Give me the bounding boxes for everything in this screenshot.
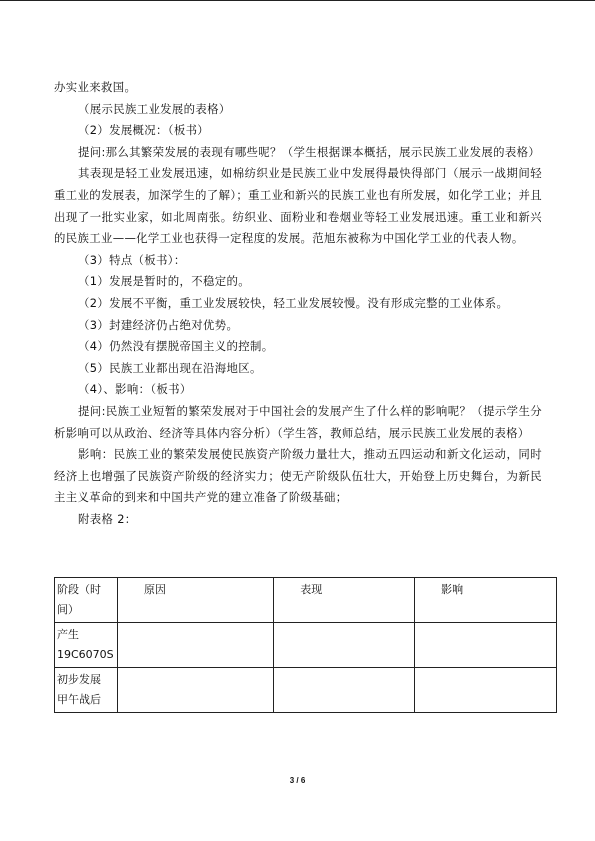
paragraph: （3）特点（板书）： [78,252,186,267]
table-cell [415,623,557,668]
top-border-line [0,0,595,1]
table-cell [274,668,415,713]
paragraph: （5）民族工业都出现在沿海地区。 [78,360,262,375]
attached-table-2 [54,577,557,713]
table-cell [117,623,273,668]
table-header-row [55,578,557,623]
paragraph: 提问:民族工业短暂的繁荣发展对于中国社会的发展产生了什么样的影响呢？（提示学生分析影响可以从政治、经济等具体内容分析）（学生答，教师总结，展示民族工业发展的表格） [54,403,542,440]
paragraph: （展示民族工业发展的表格） [78,101,231,116]
paragraph: （1）发展是暂时的，不稳定的。 [78,274,250,289]
table-cell [274,623,415,668]
paragraph: （2）发展概况：（板书） [78,123,210,138]
paragraph: （4）仍然没有摆脱帝国主义的控制。 [78,339,274,354]
paragraph: （4）、影响：（板书） [78,382,192,397]
header-cell-impact [415,578,557,623]
table-cell: 产生 19C6070S [55,623,118,668]
header-label: 影响 [441,583,464,596]
header-cell-performance [274,578,415,623]
table-cell: 初步发展 甲午战后 [55,668,118,713]
paragraph: 影响：民族工业的繁荣发展使民族资产阶级力量壮大，推动五四运动和新文化运动，同时经济上也增强了民族资产阶级的经济实力；使无产阶级队伍壮大，开始登上历史舞台，为新民主主义革命的到来和中国共产党的建立准备了阶级基础； [54,447,542,505]
table-caption: 附表格 2： [78,511,137,526]
table-row [55,623,557,668]
page-number: 3 / 6 [289,776,306,785]
paragraph: 提问:那么其繁荣发展的表现有哪些呢？（学生根据课本概括，展示民族工业发展的表格） [78,144,541,159]
paragraph: 其表现是轻工业发展迅速，如棉纺织业是民族工业中发展得最快得部门（展示一战期间轻重工业的发展表，加深学生的了解）；重工业和新兴的民族工业也有所发展，如化学工业；并且出现了一批实业家，如北周南张。纺织业、面粉业和卷烟业等轻工业发展迅速。重工业和新兴的民族工业——化学工业也获得一定程度的发展。范旭东被称为中国化学工业的代表人物。 [54,166,542,246]
header-label: 原因 [143,583,166,596]
document-body [54,77,542,530]
paragraph: 办实业来救国。 [54,80,137,94]
header-label: 表现 [300,583,323,596]
paragraph: （2）发展不平衡，重工业发展较快，轻工业发展较慢。没有形成完整的工业体系。 [78,295,509,310]
table-row [55,668,557,713]
header-cell-cause [117,578,273,623]
paragraph: （3）封建经济仍占绝对优势。 [78,317,239,332]
table-cell [117,668,273,713]
table-cell [415,668,557,713]
header-cell-stage: 阶段（时间） [55,578,118,623]
